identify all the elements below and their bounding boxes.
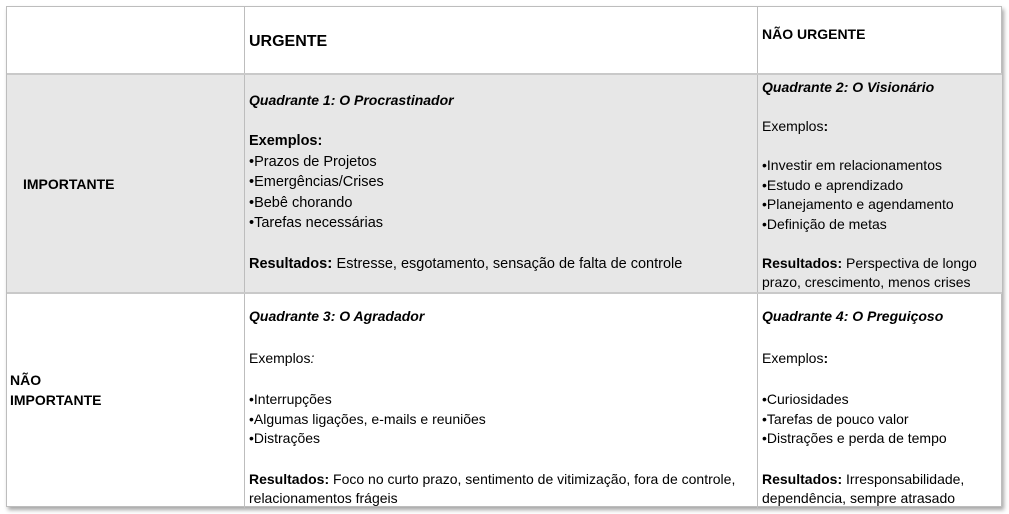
column-divider (244, 7, 245, 508)
quadrant-1-cell (244, 74, 757, 293)
quadrant-4-cell (757, 293, 1002, 508)
quadrant-2-item: •Definição de metas (762, 215, 887, 232)
quadrant-2-item: •Planejamento e agendamento (762, 196, 954, 212)
column-divider (757, 7, 758, 508)
quadrant-1-title: Quadrante 1: O Procrastinador (249, 92, 454, 108)
quadrant-3-results-text: Foco no curto prazo, sentimento de vitimização, fora de controle, relacionamentos frágeis (249, 470, 736, 506)
quadrant-3-cell (244, 293, 757, 508)
quadrant-2-results-text: Perspectiva de longo prazo, crescimento, menos crises (762, 254, 977, 290)
quadrant-2-examples-label: Exemplos: (762, 118, 829, 134)
quadrant-3-title: Quadrante 3: O Agradador (249, 308, 425, 324)
quadrant-1-results-colon: : (327, 255, 333, 272)
quadrant-4-item: •Tarefas de pouco valor (762, 410, 909, 427)
quadrant-3-item: •Interrupções (249, 391, 332, 407)
quadrant-4-item: •Distrações e perda de tempo (762, 430, 947, 446)
quadrant-4-results (762, 470, 998, 509)
quadrant-2-item: •Estudo e aprendizado (762, 176, 904, 193)
quadrant-1-item: •Tarefas necessárias (249, 215, 384, 231)
row-label-important: IMPORTANTE (23, 176, 115, 192)
quadrant-2-results (762, 254, 998, 293)
quadrant-4-results-text: Irresponsabilidade, dependência, sempre atrasado (762, 470, 965, 506)
eisenhower-matrix-table (6, 6, 1002, 507)
quadrant-1-results-text: Estresse, esgotamento, sensação de falta de controle (332, 256, 683, 272)
header-not-urgent-cell (757, 7, 1002, 74)
quadrant-3 (249, 307, 753, 508)
quadrant-1-results-label: Resultados (249, 256, 328, 272)
quadrant-3-item: •Distrações (249, 430, 321, 446)
row-label-not-important: NÃO IMPORTANTE (10, 372, 102, 408)
quadrant-1-results (249, 254, 753, 275)
quadrant-3-examples-label: Exemplos: (249, 349, 315, 366)
quadrant-1-item: •Bebê chorando (249, 194, 353, 211)
quadrant-2 (762, 78, 998, 293)
row-not-important-cell (7, 293, 244, 508)
header-not-urgent: NÃO URGENTE (762, 26, 866, 42)
quadrant-1-item: •Emergências/Crises (249, 174, 384, 190)
quadrant-4-title: Quadrante 4: O Preguiçoso (762, 308, 944, 324)
header-urgent-cell (244, 7, 757, 74)
row-divider (7, 73, 1002, 75)
quadrant-1-examples-label: Exemplos: (249, 133, 323, 149)
quadrant-4-results-label: Resultados: (762, 470, 843, 487)
quadrant-2-title: Quadrante 2: O Visionário (762, 79, 935, 95)
quadrant-4 (762, 307, 998, 508)
quadrant-1-item: •Prazos de Projetos (249, 153, 377, 170)
corner-empty-cell (7, 7, 244, 74)
quadrant-1 (249, 90, 753, 275)
quadrant-4-examples-label: Exemplos: (762, 349, 829, 366)
quadrant-2-cell (757, 74, 1002, 293)
quadrant-4-item: •Curiosidades (762, 391, 849, 407)
quadrant-2-item: •Investir em relacionamentos (762, 157, 942, 173)
row-divider (7, 292, 1002, 294)
header-urgent: URGENTE (249, 33, 328, 50)
row-important-cell (7, 74, 244, 293)
quadrant-3-item: •Algumas ligações, e-mails e reuniões (249, 410, 486, 427)
quadrant-2-results-label: Resultados: (762, 254, 843, 271)
quadrant-3-results-label: Resultados: (249, 470, 330, 487)
quadrant-3-results (249, 470, 753, 509)
